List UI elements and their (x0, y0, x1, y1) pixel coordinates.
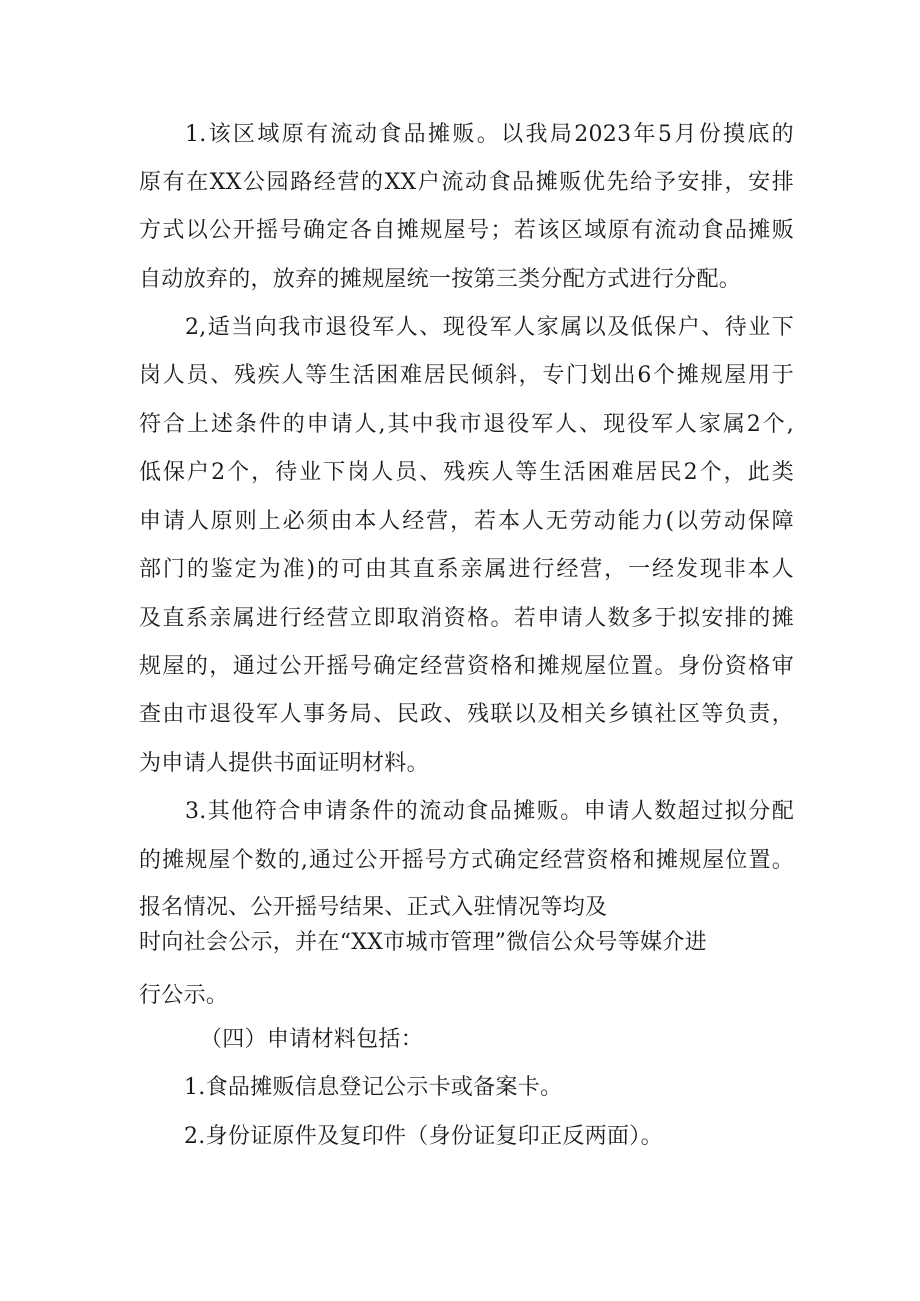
paragraph-1-line-1: 1.该区域原有流动食品摊贩。以我局2023年5月份摸底的 (185, 122, 794, 147)
paragraph-2-line-10: 为申请人提供书面证明材料。 (139, 751, 429, 776)
paragraph-1-line-2: 原有在XX公园路经营的XX户流动食品摊贩优先给予安排，安排 (139, 170, 794, 195)
materials-item-1: 1.食品摊贩信息登记公示卡或备案卡。 (184, 1075, 563, 1100)
paragraph-2-line-6: 部门的鉴定为准)的可由其直系亲属进行经营，一经发现非本人 (139, 557, 794, 582)
paragraph-2-line-8: 规屋的，通过公开摇号确定经营资格和摊规屋位置。身份资格审 (139, 654, 794, 679)
paragraph-3-line-2: 的摊规屋个数的,通过公开摇号方式确定经营资格和摊规屋位置。 (139, 848, 794, 873)
paragraph-1-line-3: 方式以公开摇号确定各自摊规屋号；若该区域原有流动食品摊贩 (139, 218, 794, 243)
paragraph-2-line-7: 及直系亲属进行经营立即取消资格。若申请人数多于拟安排的摊 (139, 606, 794, 631)
paragraph-2-line-3: 符合上述条件的申请人,其中我市退役军人、现役军人家属2个, (139, 412, 794, 437)
paragraph-1-line-4: 自动放弃的，放弃的摊规屋统一按第三类分配方式进行分配。 (139, 267, 742, 292)
paragraph-2-line-5: 申请人原则上必须由本人经营，若本人无劳动能力(以劳动保障 (139, 509, 794, 534)
paragraph-2-line-9: 查由市退役军人事务局、民政、残联以及相关乡镇社区等负责， (139, 702, 794, 727)
paragraph-3-line-3: 报名情况、公开摇号结果、正式入驻情况等均及 (139, 895, 608, 920)
paragraph-3-line-1: 3.其他符合申请条件的流动食品摊贩。申请人数超过拟分配 (185, 799, 794, 824)
materials-item-2: 2.身份证原件及复印件（身份证复印正反两面）。 (184, 1124, 663, 1149)
paragraph-2-line-4: 低保户2个，待业下岗人员、残疾人等生活困难居民2个，此类 (139, 460, 794, 485)
paragraph-2-line-1: 2,适当向我市退役军人、现役军人家属以及低保户、待业下 (185, 315, 794, 340)
paragraph-3-line-5: 行公示。 (139, 983, 229, 1008)
section-heading-materials: （四）申请材料包括： (200, 1027, 424, 1052)
paragraph-3-line-4: 时向社会公示，并在“XX市城市管理”微信公众号等媒介进 (139, 930, 707, 955)
paragraph-2-line-2: 岗人员、残疾人等生活困难居民倾斜，专门划出6个摊规屋用于 (139, 363, 794, 388)
